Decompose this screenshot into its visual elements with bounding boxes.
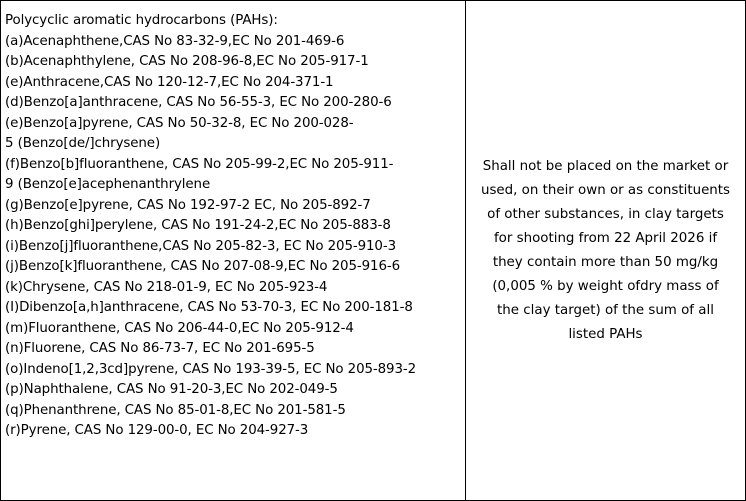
restriction-line: the clay target) of the sum of all [497,302,714,318]
substance-line: (g)Benzo[e]pyrene, CAS No 192-97-2 EC, No 205-892-7 [5,197,371,213]
restriction-text [481,155,730,347]
substance-line: 9 (Benzo[e]acephenanthrylene [5,177,211,192]
restriction-line: of other substances, in clay targets [487,206,724,222]
substance-line: (o)Indeno[1,2,3cd]pyrene, CAS No 193-39-5, EC No 205-893-2 [5,361,417,377]
substance-line: (j)Benzo[k]fluoranthene, CAS No 207-08-9,EC No 205-916-6 [5,259,401,274]
substance-line: (n)Fluorene, CAS No 86-73-7, EC No 201-695-5 [5,341,315,356]
restriction-line: Shall not be placed on the market or [482,158,729,174]
substance-line: (a)Acenaphthene,CAS No 83-32-9,EC No 201-469-6 [5,33,345,49]
substance-line: (k)Chrysene, CAS No 218-01-9, EC No 205-923-4 [5,279,328,295]
substance-line: (h)Benzo[ghi]perylene, CAS No 191-24-2,EC No 205-883-8 [5,218,391,233]
substance-line: 5 (Benzo[de/]chrysene) [5,136,161,151]
restriction-line: listed PAHs [568,326,643,342]
restriction-line: used, on their own or as constituents [480,182,731,198]
substance-line: (f)Benzo[b]fluoranthene, CAS No 205-99-2,EC No 205-911- [5,156,394,172]
substance-line: (d)Benzo[a]anthracene, CAS No 56-55-3, EC No 200-280-6 [5,95,392,110]
substance-line: (r)Pyrene, CAS No 129-00-0, EC No 204-927-3 [5,423,309,438]
restriction-line: (0,005 % by weight ofdry mass of [492,278,719,294]
substances-cell [1,1,466,500]
restriction-cell [466,1,745,500]
substances-heading: Polycyclic aromatic hydrocarbons (PAHs): [5,13,278,28]
restriction-line: for shooting from 22 April 2026 if [493,230,718,246]
substance-line: (m)Fluoranthene, CAS No 206-44-0,EC No 205-912-4 [5,320,354,336]
substance-line: (p)Naphthalene, CAS No 91-20-3,EC No 202-049-5 [5,382,338,397]
substance-line: (e)Anthracene,CAS No 120-12-7,EC No 204-371-1 [5,74,334,90]
substance-line: (e)Benzo[a]pyrene, CAS No 50-32-8, EC No 200-028- [5,115,354,131]
substance-line: (q)Phenanthrene, CAS No 85-01-8,EC No 201-581-5 [5,402,346,418]
restriction-line: they contain more than 50 mg/kg [492,254,719,270]
substance-line: (I)Dibenzo[a,h]anthracene, CAS No 53-70-3, EC No 200-181-8 [5,300,413,315]
substance-line: (i)Benzo[j]fluoranthene,CAS No 205-82-3, EC No 205-910-3 [5,238,396,254]
substance-line: (b)Acenaphthylene, CAS No 208-96-8,EC No 205-917-1 [5,54,369,69]
